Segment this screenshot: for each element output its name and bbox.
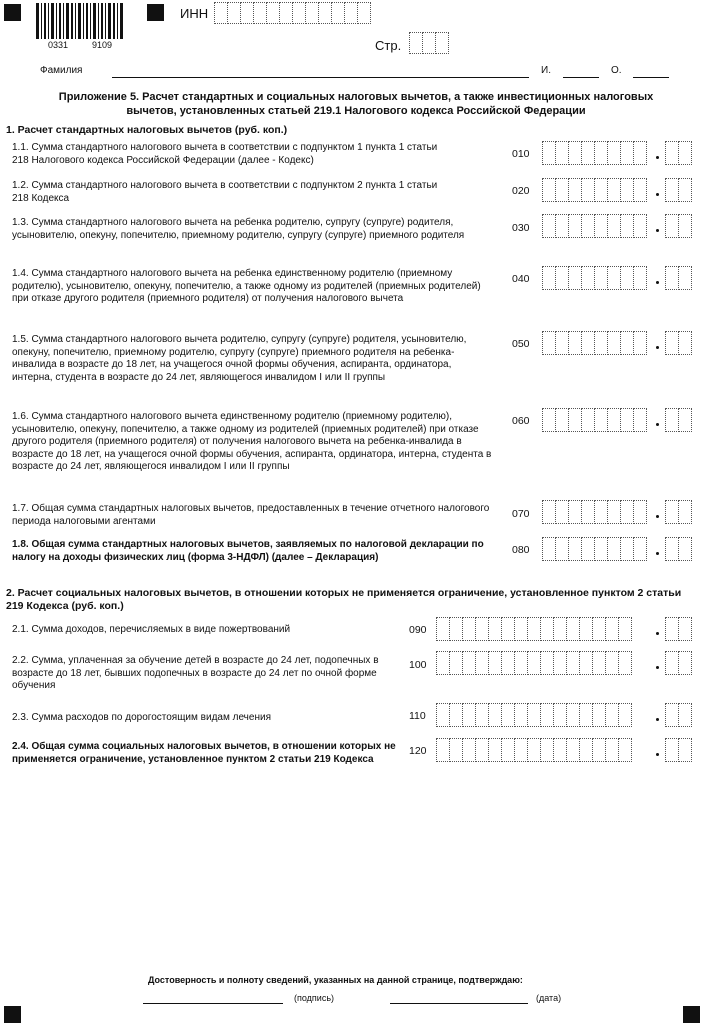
- page-cells[interactable]: [409, 32, 448, 54]
- date-label: (дата): [536, 993, 562, 1003]
- date-line[interactable]: [390, 1003, 528, 1004]
- signature-line[interactable]: [143, 1003, 283, 1004]
- row-010-code: 010: [512, 148, 530, 160]
- surname-label: Фамилия: [40, 65, 83, 76]
- initial-patronymic-line[interactable]: [633, 77, 669, 78]
- row-080-kop-cells[interactable]: [665, 537, 691, 561]
- row-010-cells[interactable]: [542, 141, 646, 165]
- section2-title: 2. Расчет социальных налоговых вычетов, в отношении которых не применяется ограничение, установленное пунктом 2 статьи 219 Кодекса (руб. коп.): [6, 587, 682, 612]
- signature-label: (подпись): [294, 993, 335, 1003]
- page-label: Стр.: [375, 38, 402, 53]
- row-080-text: 1.8. Общая сумма стандартных налоговых вычетов, заявляемых по налоговой декларации по налогу на доходы физических лиц (форма 3-НДФЛ) (далее – Декларация): [12, 539, 484, 563]
- row-030-kop-cells[interactable]: [665, 214, 691, 238]
- row-090-code: 090: [409, 624, 427, 636]
- row-100-kop-cells[interactable]: [665, 651, 691, 675]
- row-060-cells[interactable]: [542, 408, 646, 432]
- row-020-text: 1.2. Сумма стандартного налогового вычета в соответствии с подпунктом 2 пункта 1 статьи 218 Кодекса: [12, 180, 438, 204]
- row-010-text: 1.1. Сумма стандартного налогового вычета в соответствии с подпунктом 1 пункта 1 статьи 218 Налогового кодекса Российской Федерации (далее - Кодекс): [12, 142, 438, 166]
- section1-title: 1. Расчет стандартных налоговых вычетов (руб. коп.): [6, 124, 288, 136]
- row-070-cells[interactable]: [542, 500, 646, 524]
- row-050-code: 050: [512, 338, 530, 350]
- row-120-kop-cells[interactable]: [665, 738, 691, 762]
- row-080-cells[interactable]: [542, 537, 646, 561]
- row-090-text: 2.1. Сумма доходов, перечисляемых в виде пожертвований: [12, 624, 291, 635]
- row-080-code: 080: [512, 544, 530, 556]
- row-090-cells[interactable]: [436, 617, 631, 641]
- row-010-kop-cells[interactable]: [665, 141, 691, 165]
- row-120-code: 120: [409, 745, 427, 757]
- confirm-text: Достоверность и полноту сведений, указанных на данной странице, подтверждаю:: [148, 975, 523, 985]
- row-040-text: 1.4. Сумма стандартного налогового вычета на ребенка единственному родителю (приемному родителю), усыновителю, опекуну, попечителю, а также одному из родителей (приемных родителей) при отказе другого родителя (приемного родителя) от получения налогового вычета: [12, 268, 481, 304]
- row-060-kop-cells[interactable]: [665, 408, 691, 432]
- row-040-cells[interactable]: [542, 266, 646, 290]
- row-110-cells[interactable]: [436, 703, 631, 727]
- corner-marker-top-left: [4, 4, 21, 21]
- surname-line[interactable]: [112, 77, 529, 78]
- row-050-cells[interactable]: [542, 331, 646, 355]
- row-030-text: 1.3. Сумма стандартного налогового вычета на ребенка родителю, супругу (супруге) родителя, усыновителю, опекуну, попечителю, приемному родителю, супругу (супруге) приемного родителя: [12, 217, 465, 241]
- barcode-number-right: 9109: [92, 40, 113, 50]
- row-020-code: 020: [512, 185, 530, 197]
- initial-patronymic-label: О.: [611, 65, 622, 76]
- row-120-cells[interactable]: [436, 738, 631, 762]
- corner-marker-bottom-left: [4, 1006, 21, 1023]
- corner-marker-bottom-right: [683, 1006, 700, 1023]
- row-100-cells[interactable]: [436, 651, 631, 675]
- row-030-cells[interactable]: [542, 214, 646, 238]
- row-020-cells[interactable]: [542, 178, 646, 202]
- row-060-code: 060: [512, 415, 530, 427]
- row-100-text: 2.2. Сумма, уплаченная за обучение детей в возрасте до 24 лет, подопечных в возрасте до 18 лет, бывших подопечных в возрасте до 24 лет по очной форме обучения: [12, 655, 379, 691]
- row-120-text: 2.4. Общая сумма социальных налоговых вычетов, в отношении которых не применяется ограничение, установленное пунктом 2 статьи 219 Кодекса: [12, 741, 396, 765]
- row-070-text: 1.7. Общая сумма стандартных налоговых вычетов, предоставленных в течение отчетного налогового периода налоговыми агентами: [12, 503, 490, 527]
- row-090-kop-cells[interactable]: [665, 617, 691, 641]
- row-060-text: 1.6. Сумма стандартного налогового вычета единственному родителю (приемному родителю), усыновителю, опекуну, попечителю, а также одному из родителей (приемных родителей) при отказе другого родителя (приемного родителя) от получения налогового вычета на ребенка-инвалида в возрасте до 18 лет, на учащегося очной формы обучения, аспиранта, ординатора, интерна, студента в возрасте до 24 лет, являющегося инвалидом I или II группы: [12, 411, 492, 472]
- initial-name-label: И.: [541, 65, 551, 76]
- row-070-code: 070: [512, 508, 530, 520]
- barcode-number-left: 0331: [48, 40, 69, 50]
- corner-marker-top-mid: [147, 4, 164, 21]
- row-110-code: 110: [409, 710, 426, 722]
- row-030-code: 030: [512, 222, 530, 234]
- barcode: [36, 3, 124, 39]
- appendix-title: Приложение 5. Расчет стандартных и социальных налоговых вычетов, а также инвестиционных налоговых вычетов, установленных статьей 219.1 Налогового кодекса Российской Федерации: [58, 91, 654, 117]
- initial-name-line[interactable]: [563, 77, 599, 78]
- row-020-kop-cells[interactable]: [665, 178, 691, 202]
- row-040-kop-cells[interactable]: [665, 266, 691, 290]
- row-070-kop-cells[interactable]: [665, 500, 691, 524]
- row-100-code: 100: [409, 659, 427, 671]
- row-050-text: 1.5. Сумма стандартного налогового вычета родителю, супругу (супруге) родителя, усыновителю, опекуну, попечителю, приемному родителю, супругу (супруге) приемного родителя на ребенка-инвалида в возрасте до 18 лет, на учащегося очной формы обучения, аспиранта, ординатора, интерна, студента в возрасте до 24 лет, являющегося инвалидом I или II группы: [12, 334, 467, 383]
- row-050-kop-cells[interactable]: [665, 331, 691, 355]
- inn-label: ИНН: [180, 6, 209, 21]
- row-110-text: 2.3. Сумма расходов по дорогостоящим видам лечения: [12, 712, 271, 723]
- inn-cells[interactable]: [214, 2, 370, 24]
- row-040-code: 040: [512, 273, 530, 285]
- row-110-kop-cells[interactable]: [665, 703, 691, 727]
